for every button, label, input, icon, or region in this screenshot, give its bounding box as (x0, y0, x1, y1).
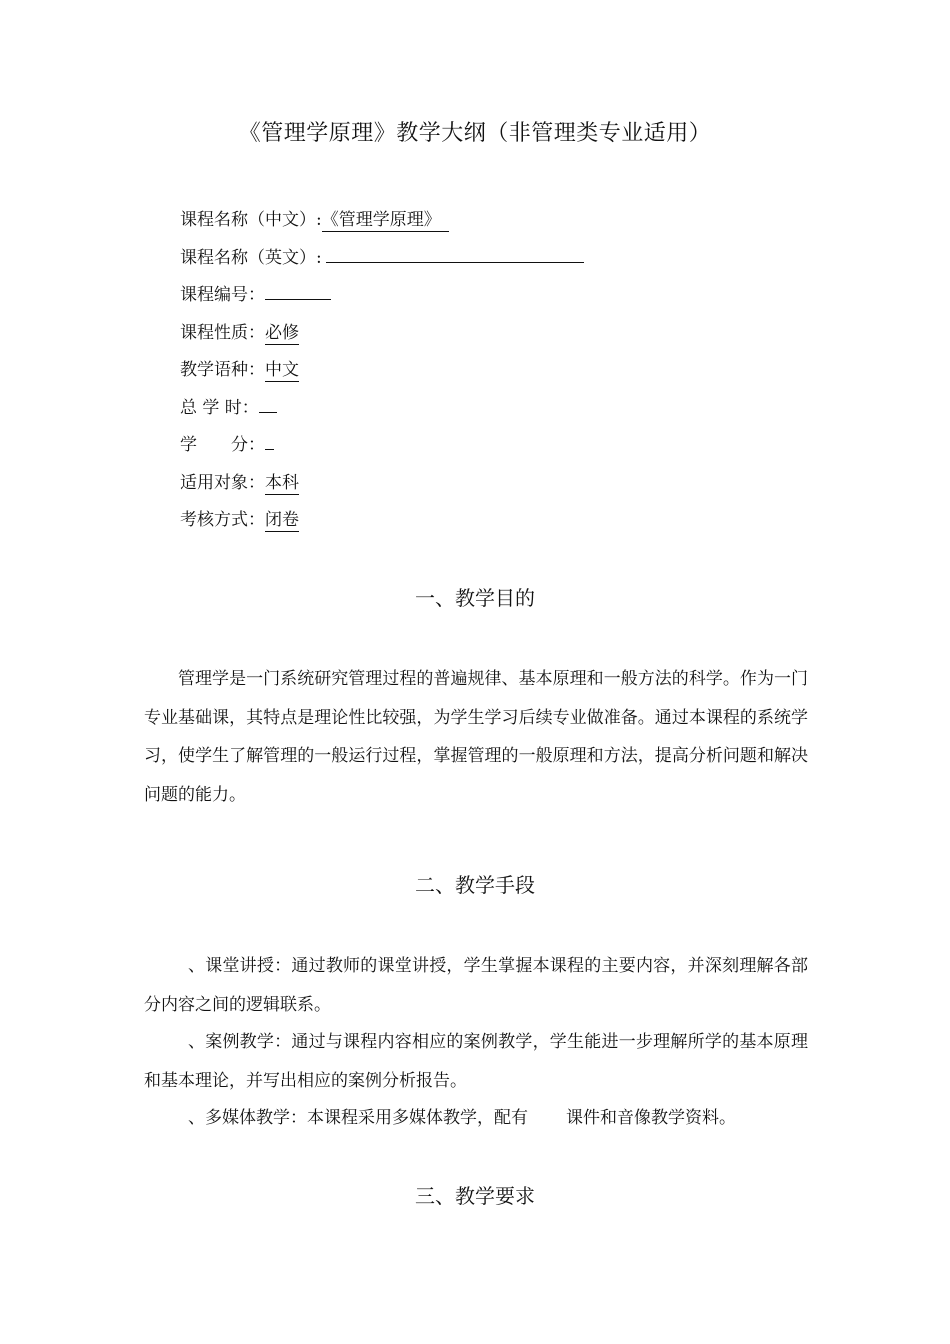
audience-label: 适用对象： (180, 472, 265, 493)
course-nature-label: 课程性质： (180, 322, 265, 343)
course-info-block (180, 205, 584, 543)
course-name-cn-label: 课程名称（中文）: (180, 210, 322, 230)
course-name-en-row (180, 243, 584, 281)
course-name-cn-value: 《管理学原理》 (322, 209, 449, 232)
goal-paragraph: 管理学是一门系统研究管理过程的普遍规律、基本原理和一般方法的科学。作为一门专业基础课，其特点是理论性比较强，为学生学习后续专业做准备。通过本课程的系统学习，使学生了解管理的一般运行过程，掌握管理的一般原理和方法，提高分析问题和解决问题的能力。 (144, 669, 808, 805)
assessment-value: 闭卷 (265, 510, 299, 530)
credits-blank (265, 433, 274, 450)
total-hours-label: 总 学 时： (180, 397, 259, 418)
section-heading-requirements: 三、教学要求 (415, 1184, 535, 1208)
credits-row (180, 430, 584, 468)
section-heading-means: 二、教学手段 (415, 873, 535, 897)
course-code-row (180, 280, 584, 318)
teaching-language-row (180, 355, 584, 393)
credits-label: 学 分： (180, 435, 265, 455)
means-item-multimedia (144, 1099, 808, 1138)
means-item-multimedia-text-end: 课件和音像教学资料。 (566, 1108, 736, 1128)
course-code-label: 课程编号： (180, 285, 265, 305)
course-name-en-blank (326, 246, 584, 263)
audience-value: 本科 (265, 472, 299, 493)
means-item-lecture: 、课堂讲授：通过教师的课堂讲授，学生掌握本课程的主要内容，并深刻理解各部分内容之间的逻辑联系。 (144, 956, 808, 1015)
assessment-label: 考核方式： (180, 510, 265, 530)
course-name-en-label: 课程名称（英文）: (180, 247, 322, 268)
course-nature-value: 必修 (265, 322, 299, 343)
total-hours-blank (259, 396, 277, 413)
means-item-multimedia-text: 、多媒体教学：本课程采用多媒体教学，配有 (188, 1108, 528, 1128)
teaching-language-value: 中文 (265, 360, 299, 380)
course-nature-row (180, 318, 584, 356)
course-code-blank (265, 283, 331, 300)
total-hours-row (180, 393, 584, 431)
audience-row (180, 468, 584, 506)
assessment-row (180, 505, 584, 543)
document-title: 《管理学原理》教学大纲（非管理类专业适用） (238, 121, 712, 146)
means-item-case: 、案例教学：通过与课程内容相应的案例教学，学生能进一步理解所学的基本原理和基本理论，并写出相应的案例分析报告。 (144, 1032, 808, 1091)
course-name-cn-row (180, 205, 584, 243)
section-heading-goal: 一、教学目的 (415, 586, 535, 610)
teaching-language-label: 教学语种： (180, 360, 265, 380)
